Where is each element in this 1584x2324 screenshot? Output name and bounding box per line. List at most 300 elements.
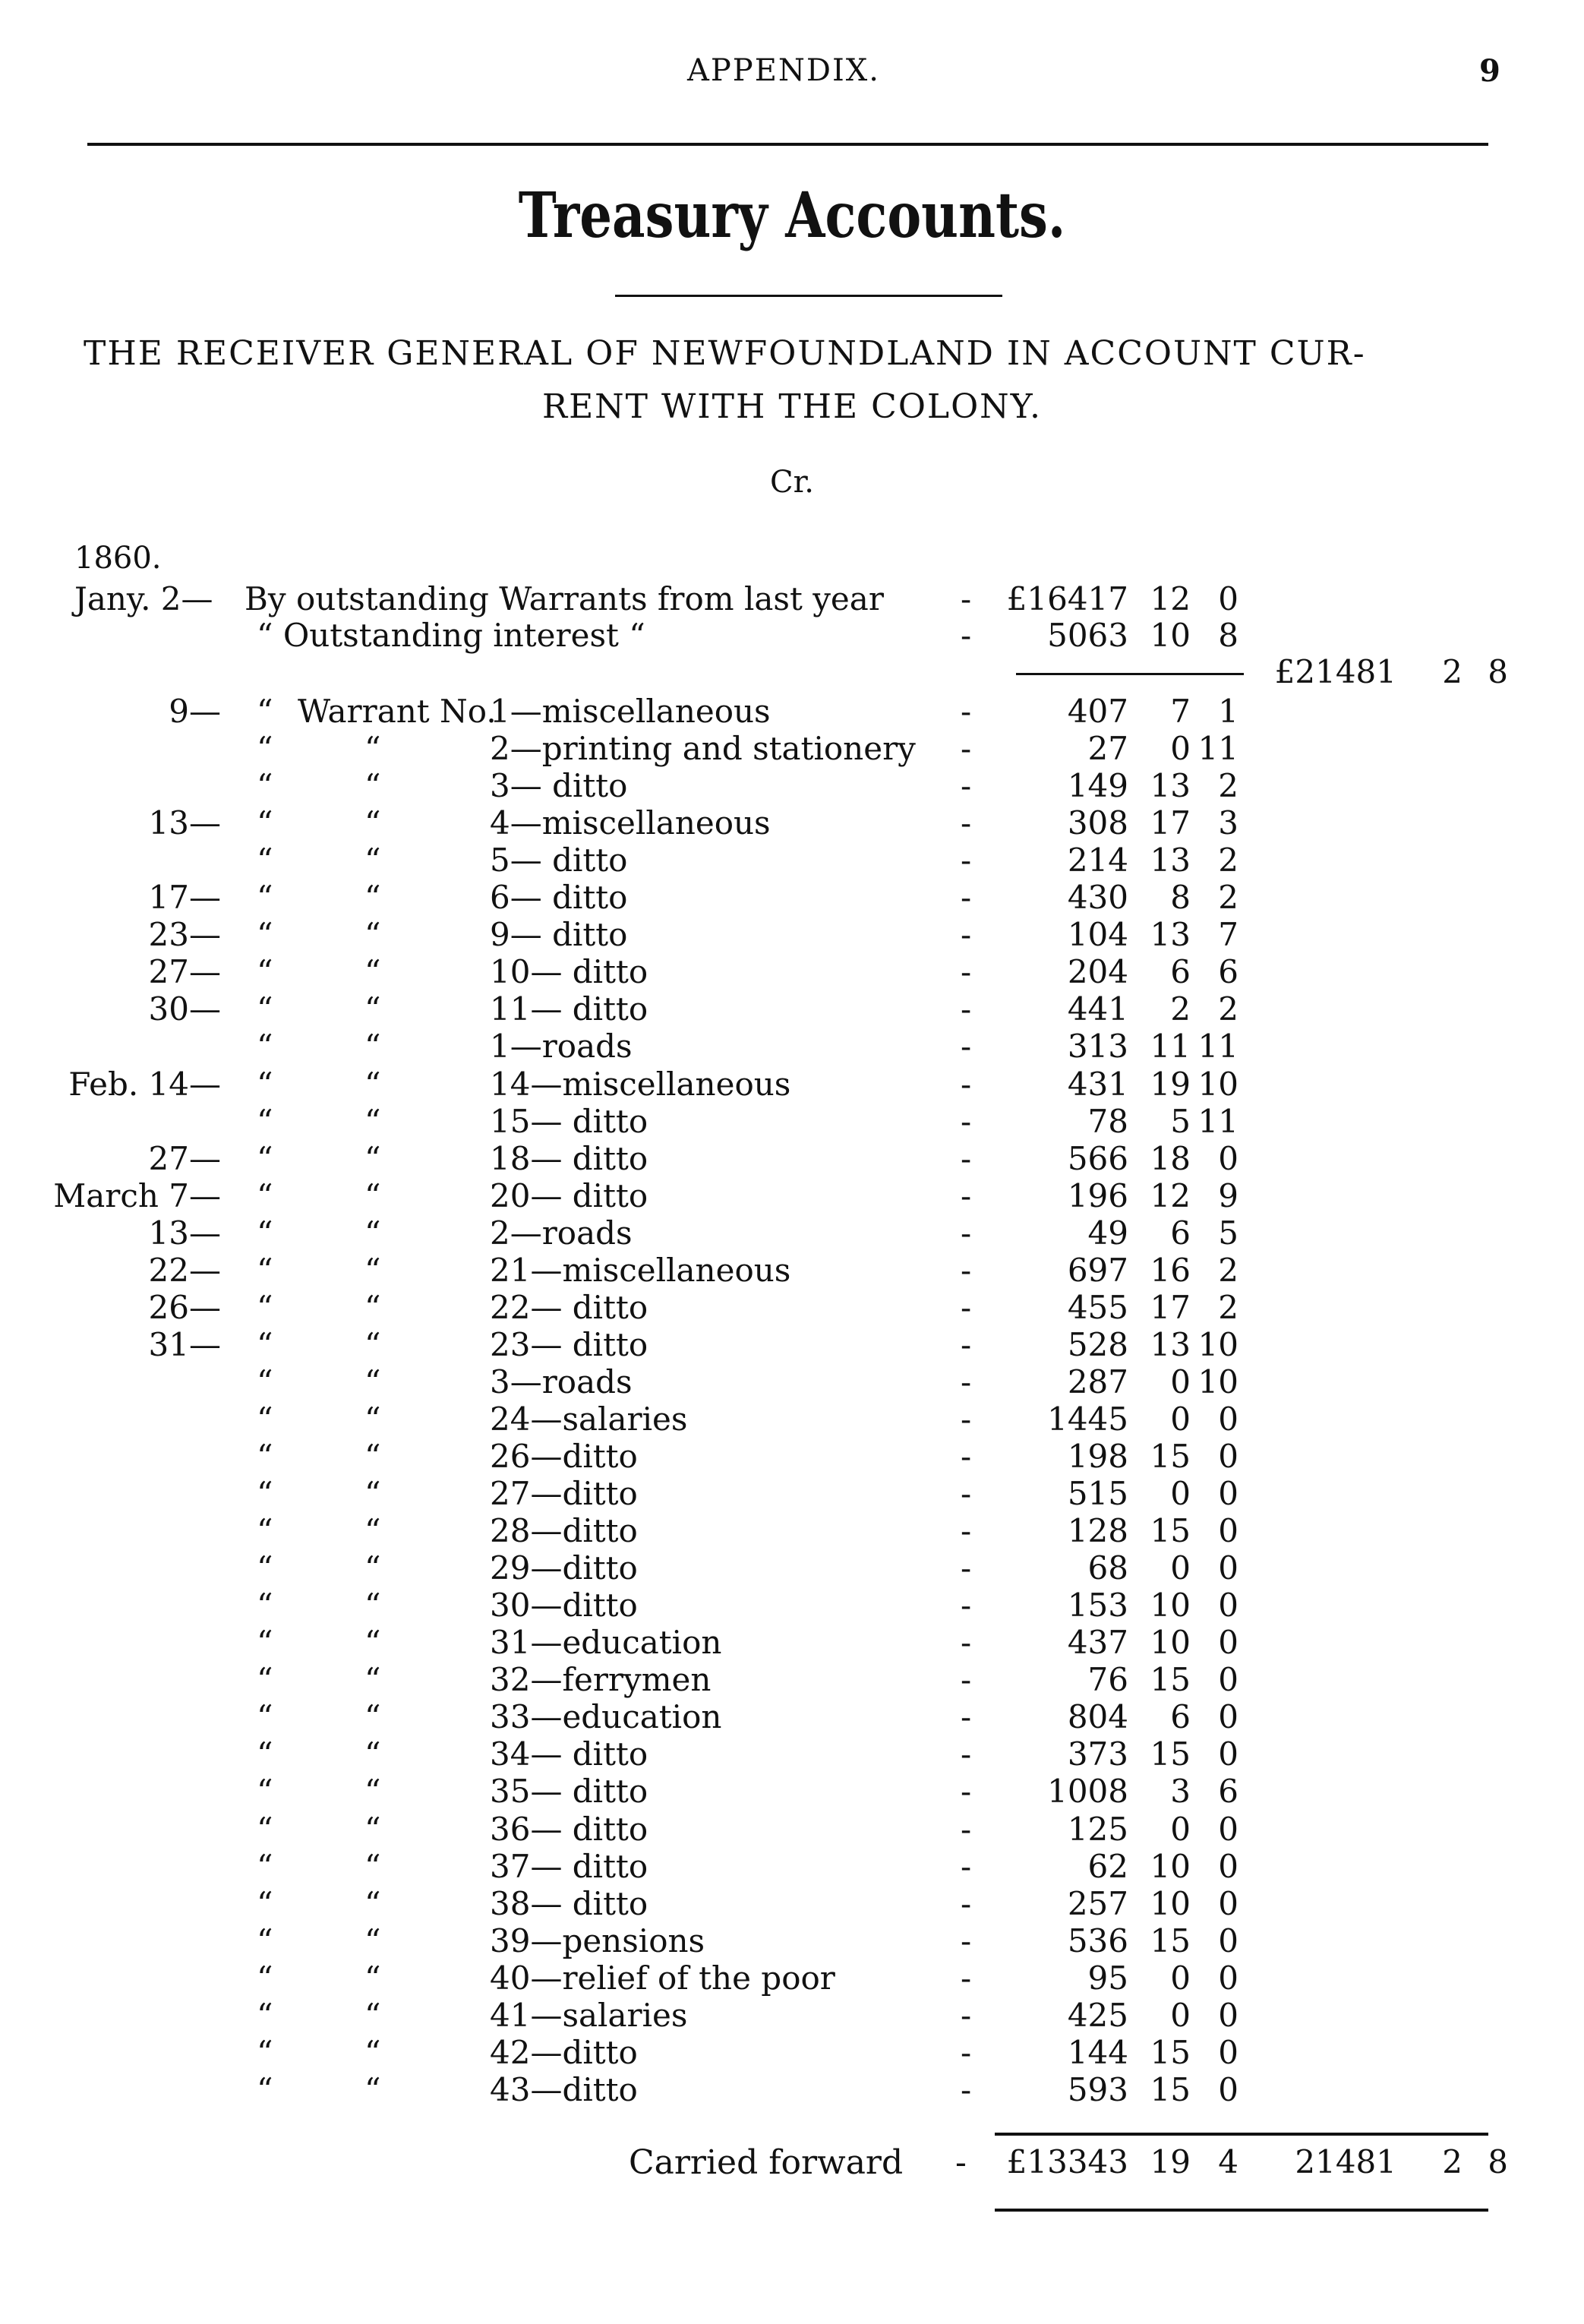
entry-pounds: 407: [1067, 693, 1128, 730]
table-row: [0, 879, 1584, 916]
entry-dash: -: [961, 1549, 972, 1587]
table-row: [0, 730, 1584, 767]
entry-shillings: 12: [1150, 1177, 1191, 1214]
table-row: [0, 953, 1584, 990]
warrant-label: Warrant No.: [298, 693, 497, 730]
ditto-mark: “: [364, 1811, 381, 1848]
warrant-number: 6— ditto: [490, 879, 628, 916]
ditto-mark: “: [257, 1028, 273, 1065]
ditto-mark: “: [364, 2034, 381, 2071]
ditto-mark: “: [364, 1028, 381, 1065]
warrant-number: 18— ditto: [490, 1140, 648, 1177]
warrant-number: 15— ditto: [490, 1103, 648, 1140]
entry-pence: 2: [1218, 767, 1238, 804]
ditto-mark: “: [257, 1661, 273, 1698]
ditto-mark: “: [364, 1885, 381, 1922]
entry-shillings: 12: [1150, 580, 1191, 617]
table-row: [0, 1214, 1584, 1252]
running-header: APPENDIX.: [687, 53, 880, 88]
entry-pounds: 76: [1087, 1661, 1128, 1698]
ditto-mark: “: [257, 1512, 273, 1549]
account-year: 1860.: [74, 541, 162, 576]
entry-shillings: 0: [1170, 1811, 1191, 1848]
entry-pounds: 198: [1067, 1438, 1128, 1475]
entry-shillings: 16: [1150, 1252, 1191, 1289]
entry-dash: -: [961, 1438, 972, 1475]
entry-pence: 0: [1218, 1698, 1238, 1735]
entry-date: 9—: [169, 693, 221, 730]
table-row: [0, 2034, 1584, 2071]
entry-pounds: 144: [1067, 2034, 1128, 2071]
entry-dash: -: [961, 1475, 972, 1512]
ditto-mark: “: [257, 804, 273, 842]
warrant-number: 3— ditto: [490, 767, 628, 804]
entry-pence: 0: [1218, 1922, 1238, 1959]
entry-shillings: 15: [1150, 1512, 1191, 1549]
entry-pence: 0: [1218, 1735, 1238, 1773]
entry-dash: -: [961, 1885, 972, 1922]
opening-total-pence: 8: [1488, 653, 1508, 690]
table-row: [0, 1698, 1584, 1735]
entry-shillings: 15: [1150, 1438, 1191, 1475]
ditto-mark: “: [257, 1549, 273, 1587]
entry-pounds: 125: [1067, 1811, 1128, 1848]
entry-pence: 0: [1218, 1997, 1238, 2034]
table-row: [0, 1438, 1584, 1475]
entry-pounds: 425: [1067, 1997, 1128, 2034]
entry-shillings: 5: [1170, 1103, 1191, 1140]
warrant-number: 42—ditto: [490, 2034, 638, 2071]
entry-pence: 11: [1197, 730, 1238, 767]
entry-pence: 8: [1218, 617, 1238, 654]
entry-pounds: 128: [1067, 1512, 1128, 1549]
carried-forward-shillings: 19: [1150, 2143, 1191, 2180]
warrant-number: 9— ditto: [490, 916, 628, 953]
table-row: [0, 1289, 1584, 1326]
entry-pence: 0: [1218, 1512, 1238, 1549]
entry-shillings: 6: [1170, 1698, 1191, 1735]
ditto-mark: “: [257, 1735, 273, 1773]
entry-pence: 0: [1218, 1140, 1238, 1177]
carried-forward-pence: 4: [1218, 2143, 1238, 2180]
ditto-mark: “: [257, 693, 273, 730]
entry-pounds: 593: [1067, 2071, 1128, 2108]
ditto-mark: “: [364, 767, 381, 804]
entry-pence: 5: [1218, 1214, 1238, 1252]
entry-pounds: 196: [1067, 1177, 1128, 1214]
ditto-mark: “: [257, 1885, 273, 1922]
entry-pence: 0: [1218, 1400, 1238, 1438]
subtotal-rule: [1016, 673, 1244, 675]
entry-dash: -: [961, 1735, 972, 1773]
entry-pounds: 68: [1087, 1549, 1128, 1587]
warrant-number: 2—printing and stationery: [490, 730, 916, 767]
entry-date: 17—: [148, 879, 221, 916]
ditto-mark: “: [364, 1214, 381, 1252]
entry-shillings: 15: [1150, 1735, 1191, 1773]
entry-shillings: 0: [1170, 1400, 1191, 1438]
entry-date: March 7—: [53, 1177, 221, 1214]
entry-pence: 9: [1218, 1177, 1238, 1214]
entry-dash: -: [961, 1214, 972, 1252]
entry-dash: -: [961, 1140, 972, 1177]
ditto-mark: “: [364, 1661, 381, 1698]
entry-shillings: 15: [1150, 1922, 1191, 1959]
warrant-number: 5— ditto: [490, 842, 628, 879]
warrant-number: 24—salaries: [490, 1400, 688, 1438]
entry-shillings: 6: [1170, 953, 1191, 990]
entry-dash: -: [961, 1512, 972, 1549]
entry-dash: -: [961, 617, 972, 654]
entry-shillings: 7: [1170, 693, 1191, 730]
table-row: [0, 1103, 1584, 1140]
ditto-mark: “: [364, 1400, 381, 1438]
warrant-number: 4—miscellaneous: [490, 804, 771, 842]
warrant-number: 23— ditto: [490, 1326, 648, 1363]
warrant-number: 34— ditto: [490, 1735, 648, 1773]
entry-pounds: 287: [1067, 1363, 1128, 1400]
table-row: [0, 2071, 1584, 2108]
entry-pounds: 204: [1067, 953, 1128, 990]
warrant-number: 20— ditto: [490, 1177, 648, 1214]
ditto-mark: “: [257, 1773, 273, 1810]
table-row: [0, 1028, 1584, 1065]
table-row: [0, 842, 1584, 879]
warrant-number: 38— ditto: [490, 1885, 648, 1922]
table-row: [0, 1587, 1584, 1624]
entry-shillings: 10: [1150, 1885, 1191, 1922]
page-number: 9: [1479, 53, 1500, 89]
ditto-mark: “: [364, 916, 381, 953]
entry-date: 23—: [148, 916, 221, 953]
ditto-mark: “: [257, 1959, 273, 1997]
warrant-number: 30—ditto: [490, 1587, 638, 1624]
ditto-mark: “: [364, 1624, 381, 1661]
warrant-number: 33—education: [490, 1698, 722, 1735]
ditto-mark: “: [364, 1997, 381, 2034]
ditto-mark: “: [364, 1140, 381, 1177]
entry-pence: 2: [1218, 990, 1238, 1028]
ditto-mark: “: [364, 879, 381, 916]
entry-dash: -: [961, 1587, 972, 1624]
header-rule: [87, 143, 1488, 146]
table-row: [0, 767, 1584, 804]
entry-pence: 10: [1197, 1363, 1238, 1400]
entry-dash: -: [961, 767, 972, 804]
entry-pounds: 566: [1067, 1140, 1128, 1177]
table-row: [0, 1997, 1584, 2034]
entry-shillings: 0: [1170, 1549, 1191, 1587]
ditto-mark: “: [257, 842, 273, 879]
ditto-mark: “: [257, 1103, 273, 1140]
table-row: [0, 1549, 1584, 1587]
table-row: [0, 804, 1584, 842]
entry-date: Jany. 2—: [74, 580, 213, 617]
ditto-mark: “: [257, 879, 273, 916]
ditto-mark: “: [364, 804, 381, 842]
entry-description: By outstanding Warrants from last year: [245, 580, 884, 617]
entry-pounds: 455: [1067, 1289, 1128, 1326]
table-row: [0, 1773, 1584, 1810]
entry-date: 22—: [148, 1252, 221, 1289]
entry-dash: -: [961, 730, 972, 767]
entry-pounds: 257: [1067, 1885, 1128, 1922]
ditto-mark: “: [364, 842, 381, 879]
entry-shillings: 13: [1150, 916, 1191, 953]
entry-pence: 0: [1218, 1848, 1238, 1885]
table-row: [0, 1624, 1584, 1661]
ditto-mark: “: [364, 2071, 381, 2108]
entry-dash: -: [961, 1363, 972, 1400]
ditto-mark: “: [257, 1066, 273, 1103]
entry-pence: 0: [1218, 1624, 1238, 1661]
entry-pence: 0: [1218, 580, 1238, 617]
entry-dash: -: [961, 1848, 972, 1885]
entry-shillings: 10: [1150, 1624, 1191, 1661]
entry-pence: 10: [1197, 1066, 1238, 1103]
entry-date: 30—: [148, 990, 221, 1028]
warrant-number: 2—roads: [490, 1214, 633, 1252]
ditto-mark: “: [364, 1438, 381, 1475]
entry-shillings: 2: [1170, 990, 1191, 1028]
warrant-number: 31—education: [490, 1624, 722, 1661]
warrant-number: 37— ditto: [490, 1848, 648, 1885]
entry-pence: 0: [1218, 1959, 1238, 1997]
ditto-mark: “: [257, 1587, 273, 1624]
table-row: [0, 1252, 1584, 1289]
warrant-number: 14—miscellaneous: [490, 1066, 791, 1103]
entry-pounds: 78: [1087, 1103, 1128, 1140]
carried-rule-top: [995, 2133, 1488, 2136]
carried-brought-pence: 8: [1488, 2143, 1508, 2180]
ditto-mark: “: [364, 990, 381, 1028]
entry-pounds: 49: [1087, 1214, 1128, 1252]
warrant-number: 39—pensions: [490, 1922, 705, 1959]
entry-pounds: 697: [1067, 1252, 1128, 1289]
table-row: [0, 916, 1584, 953]
entry-pounds: 1445: [1047, 1400, 1128, 1438]
table-row: [0, 1140, 1584, 1177]
entry-shillings: 6: [1170, 1214, 1191, 1252]
entry-pounds: 5063: [1047, 617, 1128, 654]
entry-dash: -: [961, 1066, 972, 1103]
entry-pounds: 528: [1067, 1326, 1128, 1363]
table-row: [0, 1066, 1584, 1103]
entry-shillings: 0: [1170, 1959, 1191, 1997]
ditto-mark: “: [364, 1252, 381, 1289]
entry-shillings: 0: [1170, 730, 1191, 767]
ditto-mark: “: [257, 1811, 273, 1848]
entry-dash: -: [961, 1773, 972, 1810]
entry-pounds: 95: [1087, 1959, 1128, 1997]
ditto-mark: “: [257, 1475, 273, 1512]
warrant-number: 29—ditto: [490, 1549, 638, 1587]
table-row: [0, 1400, 1584, 1438]
warrant-number: 1—miscellaneous: [490, 693, 771, 730]
entry-pounds: 441: [1067, 990, 1128, 1028]
entry-shillings: 0: [1170, 1363, 1191, 1400]
ditto-mark: “: [364, 1363, 381, 1400]
warrant-number: 26—ditto: [490, 1438, 638, 1475]
ditto-mark: “: [257, 1326, 273, 1363]
ditto-mark: “: [257, 1400, 273, 1438]
table-row: [0, 1661, 1584, 1698]
ditto-mark: “: [257, 1848, 273, 1885]
entry-shillings: 15: [1150, 2071, 1191, 2108]
entry-dash: -: [961, 2071, 972, 2108]
table-row: [0, 693, 1584, 730]
warrant-number: 10— ditto: [490, 953, 648, 990]
warrant-number: 36— ditto: [490, 1811, 648, 1848]
entry-date: 13—: [148, 1214, 221, 1252]
entry-pence: 0: [1218, 1475, 1238, 1512]
table-row: [0, 1922, 1584, 1959]
entry-pence: 2: [1218, 1289, 1238, 1326]
entry-pence: 0: [1218, 1811, 1238, 1848]
entry-shillings: 0: [1170, 1997, 1191, 2034]
warrant-number: 35— ditto: [490, 1773, 648, 1810]
table-row: [0, 1959, 1584, 1997]
ditto-mark: “: [257, 2071, 273, 2108]
entry-dash: -: [961, 916, 972, 953]
carried-forward-pounds: £13343: [1006, 2143, 1128, 2180]
warrant-number: 32—ferrymen: [490, 1661, 712, 1698]
entry-pence: 11: [1197, 1028, 1238, 1065]
entry-date: 13—: [148, 804, 221, 842]
entry-pounds: 515: [1067, 1475, 1128, 1512]
warrant-number: 41—salaries: [490, 1997, 688, 2034]
entry-pence: 0: [1218, 1587, 1238, 1624]
entry-pounds: 62: [1087, 1848, 1128, 1885]
carried-brought-pounds: 21481: [1295, 2143, 1396, 2180]
entry-shillings: 0: [1170, 1475, 1191, 1512]
ditto-mark: “: [364, 1103, 381, 1140]
warrant-number: 3—roads: [490, 1363, 633, 1400]
entry-pounds: 437: [1067, 1624, 1128, 1661]
entry-dash: -: [961, 1959, 972, 1997]
ditto-mark: “: [257, 916, 273, 953]
entry-dash: -: [961, 1252, 972, 1289]
ditto-mark: “: [257, 1997, 273, 2034]
entry-dash: -: [961, 1661, 972, 1698]
table-row: [0, 1177, 1584, 1214]
ditto-mark: “: [364, 1549, 381, 1587]
entry-shillings: 8: [1170, 879, 1191, 916]
subtitle-line-2: RENT WITH THE COLONY.: [541, 387, 1043, 426]
ditto-mark: “: [364, 1066, 381, 1103]
table-row: [0, 1811, 1584, 1848]
entry-shillings: 19: [1150, 1066, 1191, 1103]
entry-date: 27—: [148, 1140, 221, 1177]
entry-shillings: 13: [1150, 1326, 1191, 1363]
ditto-mark: “: [364, 1773, 381, 1810]
entry-pounds: 313: [1067, 1028, 1128, 1065]
entry-pounds: 373: [1067, 1735, 1128, 1773]
entry-pounds: 153: [1067, 1587, 1128, 1624]
table-row: [0, 1848, 1584, 1885]
ditto-mark: “: [364, 1289, 381, 1326]
entry-shillings: 15: [1150, 1661, 1191, 1698]
warrant-number: 1—roads: [490, 1028, 633, 1065]
entry-pence: 2: [1218, 879, 1238, 916]
carried-forward-dash: -: [955, 2143, 967, 2182]
table-row: [0, 990, 1584, 1028]
warrant-number: 21—miscellaneous: [490, 1252, 791, 1289]
entry-pounds: 214: [1067, 842, 1128, 879]
entry-pence: 11: [1197, 1103, 1238, 1140]
entry-shillings: 11: [1150, 1028, 1191, 1065]
entry-date: 27—: [148, 953, 221, 990]
ditto-mark: “: [364, 1512, 381, 1549]
warrant-number: 22— ditto: [490, 1289, 648, 1326]
entry-pence: 0: [1218, 1885, 1238, 1922]
ditto-mark: “: [257, 1624, 273, 1661]
entry-pounds: 149: [1067, 767, 1128, 804]
entry-pence: 0: [1218, 1438, 1238, 1475]
entry-pence: 0: [1218, 2034, 1238, 2071]
entry-shillings: 13: [1150, 767, 1191, 804]
ditto-mark: “: [364, 1475, 381, 1512]
ditto-mark: “: [364, 1922, 381, 1959]
table-row: [0, 1326, 1584, 1363]
entry-dash: -: [961, 1289, 972, 1326]
entry-pence: 7: [1218, 916, 1238, 953]
ditto-mark: “: [364, 1848, 381, 1885]
subtitle-line-1: THE RECEIVER GENERAL OF NEWFOUNDLAND IN ACCOUNT CUR-: [84, 334, 1366, 373]
entry-pence: 0: [1218, 2071, 1238, 2108]
ditto-mark: “: [364, 1326, 381, 1363]
entry-dash: -: [961, 1177, 972, 1214]
entry-shillings: 10: [1150, 617, 1191, 654]
ditto-mark: “: [257, 2034, 273, 2071]
entry-dash: -: [961, 1811, 972, 1848]
ditto-mark: “: [257, 1363, 273, 1400]
entry-dash: -: [961, 2034, 972, 2071]
entry-pence: 3: [1218, 804, 1238, 842]
entry-dash: -: [961, 879, 972, 916]
entry-pounds: 308: [1067, 804, 1128, 842]
ditto-mark: “: [364, 1587, 381, 1624]
entry-pence: 0: [1218, 1661, 1238, 1698]
credit-label: Cr.: [769, 465, 815, 500]
entry-dash: -: [961, 804, 972, 842]
entry-pounds: 431: [1067, 1066, 1128, 1103]
entry-date: 26—: [148, 1289, 221, 1326]
opening-total-shillings: 2: [1442, 653, 1463, 690]
entry-pence: 0: [1218, 1549, 1238, 1587]
ditto-mark: “: [364, 1698, 381, 1735]
entry-shillings: 10: [1150, 1848, 1191, 1885]
opening-total-pounds: £21481: [1274, 653, 1396, 690]
ditto-mark: “: [257, 1289, 273, 1326]
entry-dash: -: [961, 990, 972, 1028]
entry-dash: -: [961, 1400, 972, 1438]
entry-dash: -: [961, 1922, 972, 1959]
entry-pence: 6: [1218, 1773, 1238, 1810]
entry-pounds: 104: [1067, 916, 1128, 953]
table-row: [0, 1885, 1584, 1922]
entry-dash: -: [961, 1028, 972, 1065]
entry-shillings: 17: [1150, 1289, 1191, 1326]
entry-shillings: 15: [1150, 2034, 1191, 2071]
entry-shillings: 3: [1170, 1773, 1191, 1810]
ditto-mark: “: [257, 1922, 273, 1959]
entry-description: “ Outstanding interest “: [257, 617, 645, 654]
table-row: [0, 1735, 1584, 1773]
carried-forward-label: Carried forward: [629, 2143, 904, 2182]
entry-pence: 2: [1218, 1252, 1238, 1289]
entry-dash: -: [961, 842, 972, 879]
